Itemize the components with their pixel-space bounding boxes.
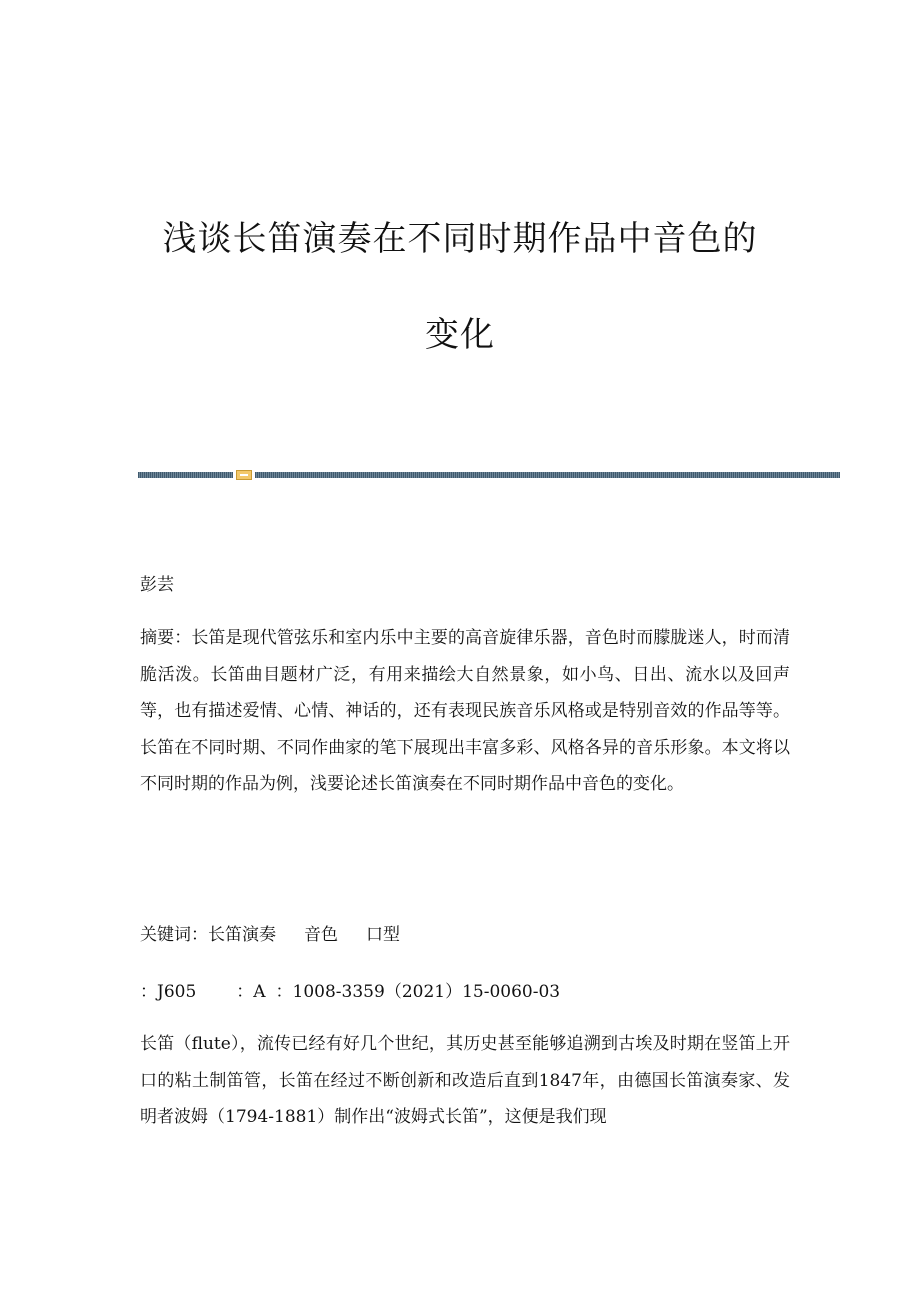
keyword-item: 长笛演奏 (208, 925, 276, 945)
divider-bar-right (255, 472, 840, 478)
classification-line (140, 977, 790, 1002)
keyword-item: 口型 (366, 925, 400, 945)
clc-number: ：J605 (140, 982, 197, 1002)
keywords-line (140, 920, 790, 945)
body-paragraph: 长笛（flute），流传已经有好几个世纪，其历史甚至能够追溯到古埃及时期在竖笛上开口的粘土制笛管，长笛在经过不断创新和改造后直到1847年，由德国长笛演奏家、发明者波姆（1794-1881）制作出“波姆式长笛”，这便是我们现 (140, 1034, 790, 1127)
abstract-paragraph: 摘要：长笛是现代管弦乐和室内乐中主要的高音旋律乐器，音色时而朦胧迷人，时而清脆活泼。长笛曲目题材广泛，有用来描绘大自然景象，如小鸟、日出、流水以及回声等，也有描述爱情、心情、神话的，还有表现民族音乐风格或是特别音效的作品等等。长笛在不同时期、不同作曲家的笔下展现出丰富多彩、风格各异的音乐形象。本文将以不同时期的作品为例，浅要论述长笛演奏在不同时期作品中音色的变化。 (140, 628, 790, 794)
divider-bar-left (138, 472, 233, 478)
keyword-item: 音色 (304, 925, 338, 945)
document-code: ：A (236, 982, 266, 1002)
author-name: 彭芸 (140, 575, 174, 595)
keywords-label: 关键词： (140, 925, 208, 945)
title-divider (138, 470, 840, 480)
paper-title-line-2: 变化 (425, 315, 495, 355)
paper-title-line-1: 浅谈长笛演奏在不同时期作品中音色的 (162, 219, 758, 259)
divider-ornament-icon (236, 470, 252, 480)
article-number: ：1008-3359（2021）15-0060-03 (275, 982, 561, 1002)
